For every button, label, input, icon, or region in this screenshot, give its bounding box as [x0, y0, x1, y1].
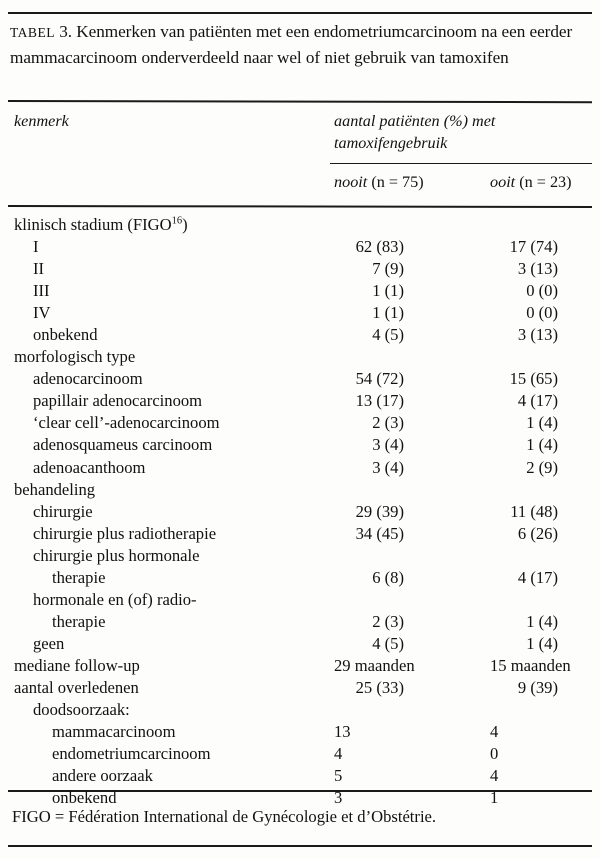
row-label: adenosquameus carcinoom	[33, 435, 213, 455]
table-row	[0, 346, 600, 368]
row-label: doodsoorzaak:	[33, 700, 130, 720]
row-label: adenoacanthoom	[33, 457, 146, 477]
cell-ooit: 1 (4)	[526, 435, 558, 455]
column-header-group-line2: tamoxifengebruik	[334, 134, 448, 152]
row-label: papillair adenocarcinoom	[33, 391, 203, 411]
cell-nooit: 54 (72)	[355, 369, 404, 389]
cell-nooit: 29 (39)	[355, 501, 404, 521]
cell-nooit: 29 maanden	[334, 655, 415, 675]
cell-nooit: 2 (3)	[372, 611, 404, 631]
rule-header-bottom	[8, 205, 592, 208]
rule-table-top	[8, 12, 592, 14]
table-row	[0, 280, 600, 302]
column-header-kenmerk: kenmerk	[14, 112, 69, 130]
column-header-ooit	[490, 171, 572, 193]
cell-ooit: 3 (13)	[517, 259, 558, 279]
row-label: chirurgie plus hormonale	[33, 545, 200, 565]
column-header-nooit-label: nooit	[334, 173, 368, 191]
column-header-nooit	[334, 171, 424, 193]
cell-ooit: 0 (0)	[526, 303, 558, 323]
row-label: mediane follow-up	[14, 655, 140, 675]
row-label: behandeling	[14, 479, 96, 499]
table-row	[0, 236, 600, 258]
row-label: III	[33, 281, 50, 301]
table-footnote: FIGO = Fédération International de Gynécologie et d’Obstétrie.	[12, 807, 437, 826]
cell-ooit: 4	[490, 766, 499, 786]
rule-table-bottom	[8, 845, 592, 847]
column-header-ooit-label: ooit	[490, 173, 516, 191]
row-label: adenocarcinoom	[33, 369, 143, 389]
cell-nooit: 3	[334, 788, 343, 808]
table-row	[0, 765, 600, 787]
table-row	[0, 434, 600, 456]
row-label: onbekend	[52, 788, 117, 808]
table-row	[0, 324, 600, 346]
table-row	[0, 633, 600, 655]
cell-nooit: 1 (1)	[372, 281, 404, 301]
table-caption	[10, 20, 592, 70]
cell-nooit: 25 (33)	[355, 677, 404, 697]
row-label: therapie	[52, 611, 106, 631]
table-row	[0, 721, 600, 743]
table-row	[0, 412, 600, 434]
row-label: chirurgie plus radiotherapie	[33, 523, 217, 543]
cell-ooit: 0	[490, 744, 499, 764]
cell-nooit: 13	[334, 722, 351, 742]
cell-nooit: 3 (4)	[372, 435, 404, 455]
cell-nooit: 7 (9)	[372, 259, 404, 279]
table-body	[0, 214, 600, 809]
row-label: I	[33, 237, 39, 257]
table-row	[0, 567, 600, 589]
table-row	[0, 479, 600, 501]
cell-nooit: 4 (5)	[372, 633, 404, 653]
row-label: endometriumcarcinoom	[52, 744, 211, 764]
cell-ooit: 15 maanden	[490, 655, 571, 675]
row-label: andere oorzaak	[52, 766, 153, 786]
row-label: onbekend	[33, 325, 98, 345]
table-row	[0, 302, 600, 324]
table-row	[0, 699, 600, 721]
table-row	[0, 457, 600, 479]
rule-subheader	[330, 163, 592, 164]
row-label: hormonale en (of) radio-	[33, 589, 197, 609]
cell-nooit: 6 (8)	[372, 567, 404, 587]
cell-ooit: 4 (17)	[517, 567, 558, 587]
table-row	[0, 655, 600, 677]
table-row	[0, 214, 600, 236]
row-label: ‘clear cell’-adenocarcinoom	[33, 413, 220, 433]
cell-nooit: 4 (5)	[372, 325, 404, 345]
cell-ooit: 0 (0)	[526, 281, 558, 301]
cell-nooit: 4	[334, 744, 343, 764]
cell-ooit: 4 (17)	[517, 391, 558, 411]
caption-text: Kenmerken van patiënten met een endometriumcarcinoom na een eerder mammacarcinoom onderverdeeld naar wel of niet gebruik van tamoxifen	[10, 22, 573, 67]
table-row	[0, 258, 600, 280]
cell-ooit: 11 (48)	[510, 501, 558, 521]
column-header-nooit-n: (n = 75)	[371, 173, 424, 191]
row-label: therapie	[52, 567, 106, 587]
cell-ooit: 17 (74)	[509, 237, 558, 257]
cell-ooit: 4	[490, 722, 499, 742]
row-label: chirurgie	[33, 501, 93, 521]
cell-ooit: 3 (13)	[517, 325, 558, 345]
table-row	[0, 743, 600, 765]
table-row	[0, 523, 600, 545]
cell-nooit: 13 (17)	[355, 391, 404, 411]
cell-nooit: 34 (45)	[355, 523, 404, 543]
cell-nooit: 1 (1)	[372, 303, 404, 323]
cell-nooit: 2 (3)	[372, 413, 404, 433]
table-row	[0, 677, 600, 699]
row-label: geen	[33, 633, 65, 653]
caption-tabel-word: TABEL	[10, 25, 55, 40]
table-row	[0, 368, 600, 390]
row-label: aantal overledenen	[14, 677, 139, 697]
cell-ooit: 1	[490, 788, 499, 808]
cell-ooit: 6 (26)	[517, 523, 558, 543]
column-header-ooit-n: (n = 23)	[519, 173, 572, 191]
row-label: II	[33, 259, 45, 279]
cell-nooit: 5	[334, 766, 343, 786]
cell-ooit: 1 (4)	[526, 611, 558, 631]
row-label: IV	[33, 303, 51, 323]
table-row	[0, 611, 600, 633]
column-header-group	[334, 110, 584, 154]
table-row	[0, 545, 600, 567]
row-label: klinisch stadium (FIGO$^{16}$)	[14, 215, 188, 234]
reference-superscript: 16	[171, 215, 183, 227]
cell-nooit: 3 (4)	[372, 457, 404, 477]
rule-header-top	[8, 100, 592, 103]
table-row	[0, 390, 600, 412]
cell-nooit: 62 (83)	[355, 237, 404, 257]
cell-ooit: 1 (4)	[526, 633, 558, 653]
column-header-group-line1: aantal patiënten (%) met	[334, 112, 496, 130]
cell-ooit: 1 (4)	[526, 413, 558, 433]
row-label: morfologisch type	[14, 347, 136, 367]
table-row	[0, 589, 600, 611]
caption-tabel-number: 3.	[59, 22, 73, 41]
cell-ooit: 15 (65)	[509, 369, 558, 389]
row-label: mammacarcinoom	[52, 722, 176, 742]
table-row	[0, 501, 600, 523]
cell-ooit: 2 (9)	[526, 457, 558, 477]
cell-ooit: 9 (39)	[517, 677, 558, 697]
